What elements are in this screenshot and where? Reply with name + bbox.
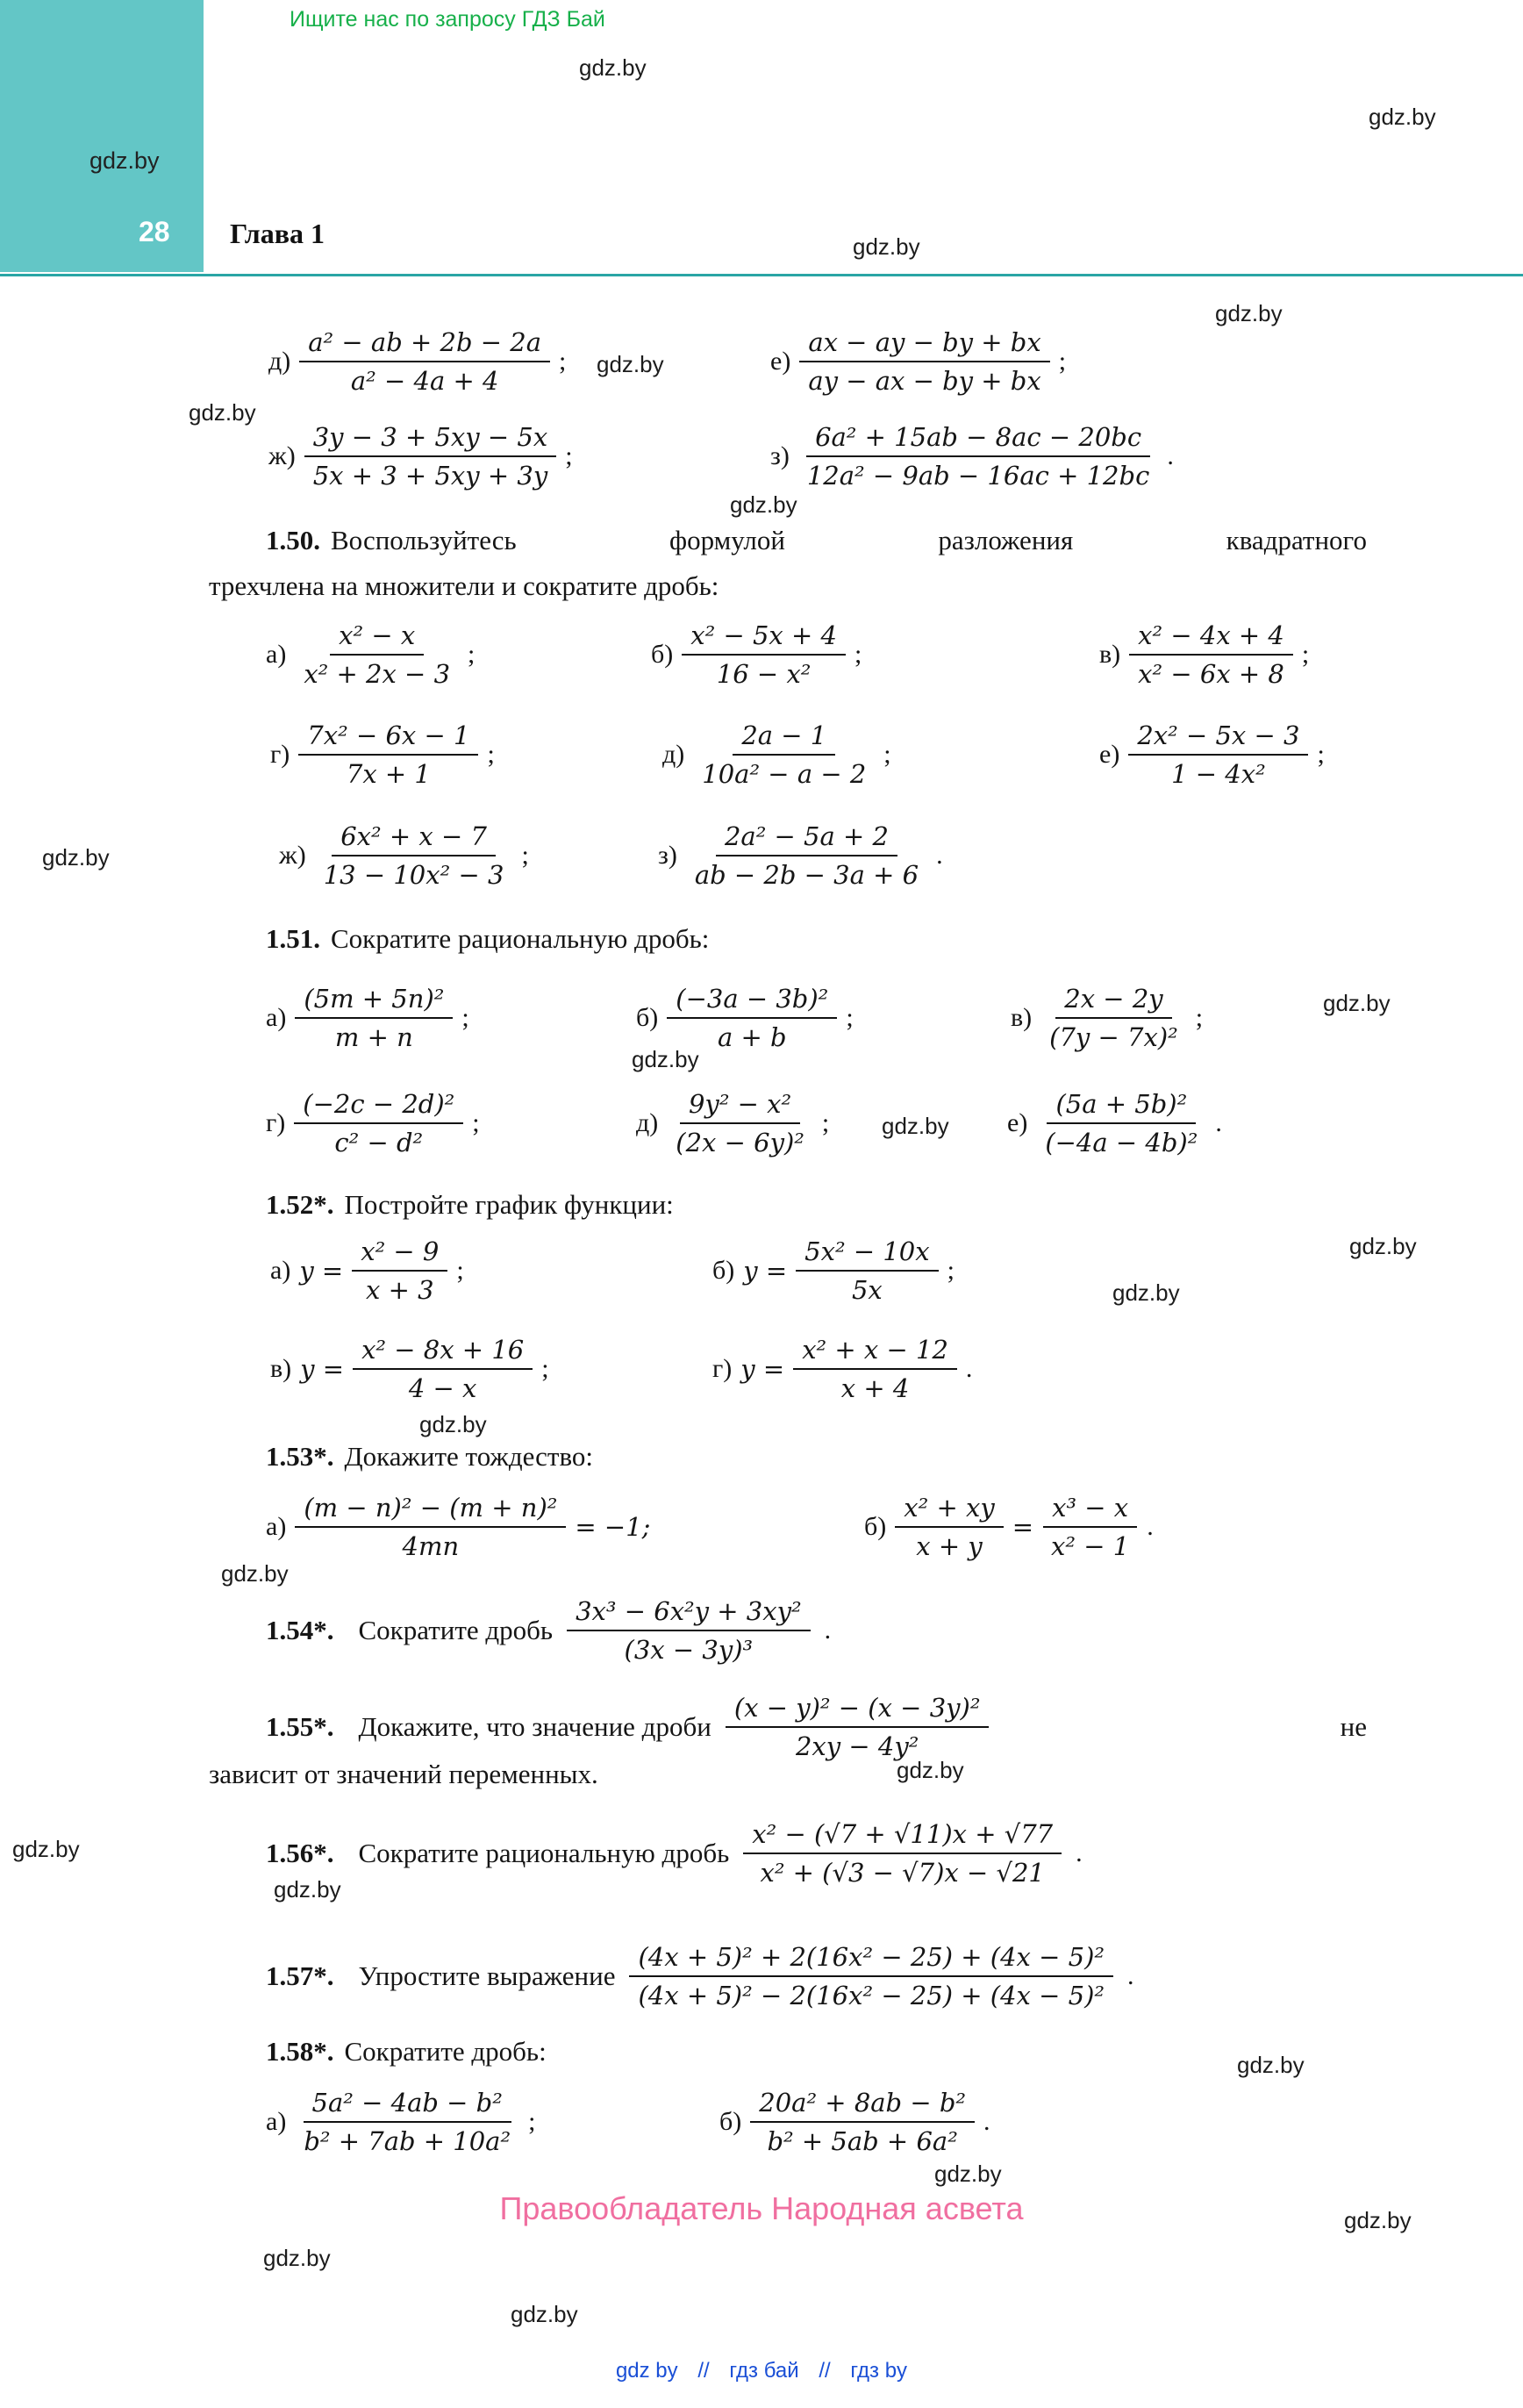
chapter-title: Глава 1 [230,218,325,249]
fraction-numerator: x² − 5x + 4 [682,620,846,656]
item-punctuation: ; [521,841,529,870]
item-label: е) [1007,1108,1028,1137]
item-label: г) [270,740,290,769]
ex153-item-b [864,1492,1154,1562]
ex153-title [266,1441,593,1473]
top-banner: Ищите нас по запросу ГДЗ Бай [290,7,605,32]
item-label: е) [1099,740,1120,769]
ex152-item-g [712,1334,972,1404]
item-label: а) [266,640,287,669]
ex152-item-a [270,1236,464,1306]
ex158-title [266,2036,547,2068]
watermark: gdz.by [1323,990,1391,1016]
item-label: б) [712,1256,735,1285]
fraction-denominator: a² − 4a + 4 [350,366,499,396]
item-punctuation: ; [883,740,891,769]
item-punctuation: ; [456,1256,464,1285]
fraction-numerator: 2a − 1 [733,720,835,756]
paragraph-text: Сократите рациональную дробь [358,1838,730,1868]
watermark: gdz.by [1344,2207,1412,2233]
watermark: gdz.by [853,233,920,260]
fraction-numerator: ax − ay − by + bx [799,326,1049,362]
ex150-item-v [1099,620,1309,690]
ex152-item-v [270,1334,549,1404]
watermark: gdz.by [934,2161,1002,2187]
item-label: б) [864,1512,887,1541]
fraction-numerator: a² − ab + 2b − 2a [299,326,550,362]
fraction-denominator: c² − d² [334,1128,424,1157]
ex150-item-a [266,620,475,690]
fraction-denominator: 5x [851,1275,883,1305]
ex158-item-b [719,2087,990,2157]
ex150-title [209,518,1367,609]
footer-links [0,2359,1523,2383]
item-punctuation: . [1215,1108,1222,1137]
fraction [796,1236,938,1306]
watermark: gdz.by [730,491,797,518]
fraction [693,720,875,790]
fraction-denominator: 12a² − 9ab − 16ac + 12bc [806,461,1150,491]
item-label: б) [719,2107,742,2136]
item-label: ж) [279,841,306,870]
watermark: gdz.by [12,1836,80,1862]
fraction-denominator: 5x + 3 + 5xy + 3y [312,461,548,491]
fraction [726,1692,990,1762]
ex149-item-z [770,421,1174,491]
title-text: Сократите дробь: [344,2036,547,2067]
item-label: г) [712,1354,733,1383]
fraction-numerator: (5a + 5b)² [1047,1088,1196,1124]
fraction [667,983,837,1053]
exercise-number: 1.54*. [266,1615,334,1645]
header-rule [0,274,1523,276]
exercise-number: 1.57*. [266,1960,334,1991]
item-punctuation: ; [528,2107,536,2136]
fraction [304,421,557,491]
item-punctuation: ; [854,640,862,669]
fraction-denominator: x² + 2x − 3 [304,659,451,689]
watermark: gdz.by [1369,104,1436,130]
fraction-numerator: (m − n)² − (m + n)² [295,1492,566,1528]
fraction-denominator: x² − 1 [1051,1531,1130,1561]
fraction [1129,620,1293,690]
fraction-denominator: 4 − x [408,1373,477,1403]
fraction [315,821,513,891]
fraction-numerator: 3x³ − 6x²y + 3xy² [567,1595,811,1631]
item-punctuation: ; [461,1003,469,1032]
item-punctuation: ; [559,347,567,376]
item-punctuation: ; [565,441,573,470]
fraction-numerator: 5a² − 4ab − b² [304,2087,511,2123]
footer-link-gdz-by[interactable]: gdz by [615,2359,678,2383]
ex151-item-g [266,1088,480,1158]
title-line2: трехчлена на множители и сократите дробь: [209,570,719,601]
fraction-numerator: 3y − 3 + 5xy − 5x [304,421,557,457]
item-punctuation: ; [472,1108,480,1137]
fraction-numerator: x² − (√7 + √11)x + √77 [743,1818,1062,1854]
fraction [799,326,1049,397]
item-label: з) [658,841,677,870]
fraction-numerator: (−3a − 3b)² [667,983,837,1019]
item-label: б) [636,1003,659,1032]
fraction-denominator: (4x + 5)² − 2(16x² − 25) + (4x − 5)² [638,1981,1105,2010]
watermark: gdz.by [221,1560,289,1587]
exercise-number: 1.51. [266,923,320,954]
sidebar-accent-block [0,0,204,272]
fraction-denominator: 7x + 1 [346,759,431,789]
fraction-denominator: 13 − 10x² − 3 [323,860,504,890]
item-label: а) [266,2107,287,2136]
item-label: в) [1099,640,1121,669]
ex158-item-a [266,2087,535,2157]
item-punctuation: ; [846,1003,854,1032]
identity-equals: = [1012,1512,1034,1542]
watermark: gdz.by [42,844,110,871]
item-label: г) [266,1108,286,1137]
ex151-item-e [1007,1088,1222,1158]
fraction-numerator: (x − y)² − (x − 3y)² [726,1692,990,1728]
watermark: gdz.by [263,2245,331,2271]
fraction [298,720,478,790]
exercise-number: 1.55*. [266,1711,334,1742]
watermark: gdz.by [897,1757,964,1783]
fraction-numerator: x² + xy [895,1492,1003,1528]
paragraph-tail: не [1340,1711,1367,1742]
watermark: gdz.by [1215,300,1283,326]
item-label: з) [770,441,790,470]
title-text: Постройте график функции: [344,1189,674,1220]
item-punctuation: . [1147,1512,1154,1541]
fraction-denominator: (7y − 7x)² [1049,1022,1178,1052]
ex150-item-z [658,821,943,891]
fraction [667,1088,813,1158]
item-punctuation: . [965,1354,973,1383]
fraction-numerator: x² + x − 12 [793,1334,957,1370]
watermark: gdz.by [1112,1279,1180,1306]
fraction-denominator: x² − 6x + 8 [1138,659,1284,689]
watermark: gdz.by [1349,1233,1417,1259]
fraction [353,1334,533,1404]
fraction-denominator: x + y [916,1531,983,1561]
watermark: gdz.by [511,2301,578,2327]
footer-link-gdz-by-2[interactable]: гдз by [850,2359,908,2383]
exercise-number: 1.50. [266,525,320,555]
item-punctuation: ; [541,1354,549,1383]
fraction-denominator: (3x − 3y)³ [624,1635,754,1665]
fraction-denominator: b² + 5ab + 6a² [767,2126,958,2156]
fraction-denominator: (2x − 6y)² [676,1128,804,1157]
item-punctuation: ; [947,1256,955,1285]
fraction [294,1088,463,1158]
item-punctuation: . [983,2107,990,2136]
identity-equals: = −1; [575,1512,651,1542]
title-text: Докажите тождество: [344,1441,593,1472]
fraction-numerator: x³ − x [1043,1492,1137,1528]
fraction [567,1595,811,1666]
ex151-item-d [636,1088,829,1158]
item-punctuation: . [1167,441,1174,470]
fraction [686,821,927,891]
ex151-title [266,923,709,955]
ex150-item-b [651,620,862,690]
ex149-item-d [268,326,566,397]
fraction-numerator: 5x² − 10x [796,1236,938,1272]
item-punctuation: ; [1301,640,1310,669]
ex150-item-zh [279,821,529,891]
fraction [682,620,846,690]
fraction [295,983,453,1053]
paragraph-text: Докажите, что значение дроби [358,1711,711,1742]
fraction [1040,983,1187,1053]
fraction-denominator: 16 − x² [716,659,812,689]
ex151-item-v [1011,983,1203,1053]
fraction [750,2087,975,2157]
fraction-denominator: m + n [334,1022,413,1052]
footer-separator: // [697,2359,710,2383]
fraction [895,1492,1003,1562]
ex150-item-e [1099,720,1325,790]
copyright-text: Правообладатель Народная асвета [499,2190,1024,2226]
item-label: а) [266,1003,287,1032]
fraction [295,620,459,690]
ex150-item-g [270,720,495,790]
fraction-numerator: 2a² − 5a + 2 [716,821,897,856]
ex152-title [266,1189,674,1221]
item-label: д) [268,347,291,376]
fraction-numerator: 2x − 2y [1055,983,1171,1019]
fraction-denominator: (−4a − 4b)² [1045,1128,1198,1157]
fraction-denominator: ab − 2b − 3a + 6 [694,860,919,890]
item-punctuation: . [1076,1838,1083,1867]
fraction-denominator: x + 4 [840,1373,910,1403]
item-label: б) [651,640,674,669]
fraction-numerator: 20a² + 8ab − b² [750,2087,975,2123]
fraction [1128,720,1308,790]
watermark: gdz.by [597,351,664,377]
ex155-line2: зависит от значений переменных. [209,1759,598,1789]
item-label: ж) [268,441,296,470]
fraction-numerator: x² − 8x + 16 [353,1334,533,1370]
item-punctuation: ; [487,740,495,769]
watermark: gdz.by [274,1876,341,1903]
fraction-denominator: x + 3 [366,1275,434,1305]
item-punctuation: . [1127,1961,1134,1990]
fraction [743,1818,1062,1888]
function-prefix: y = [740,1354,785,1384]
item-label: в) [270,1354,292,1383]
item-punctuation: . [936,841,943,870]
fraction-denominator: 1 − 4x² [1171,759,1266,789]
fraction [1036,1088,1206,1158]
fraction [295,2087,519,2157]
page-number: 28 [139,216,170,247]
fraction-denominator: b² + 7ab + 10a² [304,2126,511,2156]
fraction [1042,1492,1138,1562]
fraction-numerator: (5m + 5n)² [295,983,453,1019]
fraction-numerator: x² − 4x + 4 [1129,620,1293,656]
watermark: gdz.by [579,54,647,81]
ex149-item-zh [268,421,573,491]
fraction-denominator: 4mn [402,1531,460,1561]
watermark: gdz.by [632,1046,699,1072]
item-label: а) [266,1512,287,1541]
ex152-item-b [712,1236,955,1306]
fraction-denominator: a + b [717,1022,787,1052]
footer-link-gdz-bai[interactable]: гдз бай [729,2359,799,2383]
fraction [295,1492,566,1562]
exercise-number: 1.52*. [266,1189,334,1220]
fraction-denominator: 2xy − 4y² [795,1731,919,1761]
watermark: gdz.by [419,1411,487,1437]
title-line1: Воспользуйтесь формулой разложения квадратного [331,525,1367,555]
exercise-number: 1.58*. [266,2036,334,2067]
paragraph-text: Сократите дробь [358,1615,554,1645]
item-punctuation: ; [1317,740,1325,769]
fraction-numerator: 7x² − 6x − 1 [298,720,478,756]
function-prefix: y = [299,1256,344,1286]
ex150-item-d [662,720,891,790]
watermark: gdz.by [189,399,256,426]
ex151-item-b [636,983,854,1053]
fraction-numerator: 2x² − 5x − 3 [1128,720,1308,756]
item-punctuation: ; [821,1108,830,1137]
ex151-item-a [266,983,469,1053]
fraction-numerator: 9y² − x² [680,1088,800,1124]
paragraph-text: Упростите выражение [358,1960,616,1991]
fraction-numerator: 6x² + x − 7 [332,821,496,856]
fraction-numerator: x² − x [330,620,424,656]
fraction [299,326,550,397]
title-text: Сократите рациональную дробь: [331,923,710,954]
fraction-numerator: x² − 9 [352,1236,447,1272]
item-label: д) [636,1108,659,1137]
footer-separator: // [819,2359,831,2383]
item-label: а) [270,1256,291,1285]
item-label: в) [1011,1003,1033,1032]
ex154-paragraph [266,1595,831,1666]
fraction [798,421,1158,491]
item-label: е) [770,347,791,376]
exercise-number: 1.56*. [266,1838,334,1868]
fraction [629,1941,1113,2011]
fraction [352,1236,447,1306]
function-prefix: y = [300,1354,345,1384]
fraction-numerator: 6a² + 15ab − 8ac − 20bc [806,421,1150,457]
item-punctuation: ; [1195,1003,1204,1032]
ex156-paragraph [266,1818,1083,1888]
ex149-item-e [770,326,1066,397]
item-punctuation: . [824,1616,832,1645]
item-punctuation: ; [1058,347,1067,376]
fraction-numerator: (4x + 5)² + 2(16x² − 25) + (4x − 5)² [629,1941,1113,1977]
watermark: gdz.by [1237,2052,1305,2078]
fraction-denominator: ay − ax − by + bx [808,366,1041,396]
fraction [793,1334,957,1404]
ex153-item-a [266,1492,650,1562]
item-label: д) [662,740,685,769]
fraction-numerator: (−2c − 2d)² [294,1088,463,1124]
fraction-denominator: 10a² − a − 2 [702,759,867,789]
ex155-paragraph [266,1692,1367,1762]
item-punctuation: ; [468,640,475,669]
exercise-number: 1.53*. [266,1441,334,1472]
ex157-paragraph [266,1941,1134,2011]
fraction-denominator: x² + (√3 − √7)x − √21 [760,1858,1045,1888]
watermark: gdz.by [882,1113,949,1139]
watermark: gdz.by [89,147,160,174]
function-prefix: y = [743,1256,788,1286]
